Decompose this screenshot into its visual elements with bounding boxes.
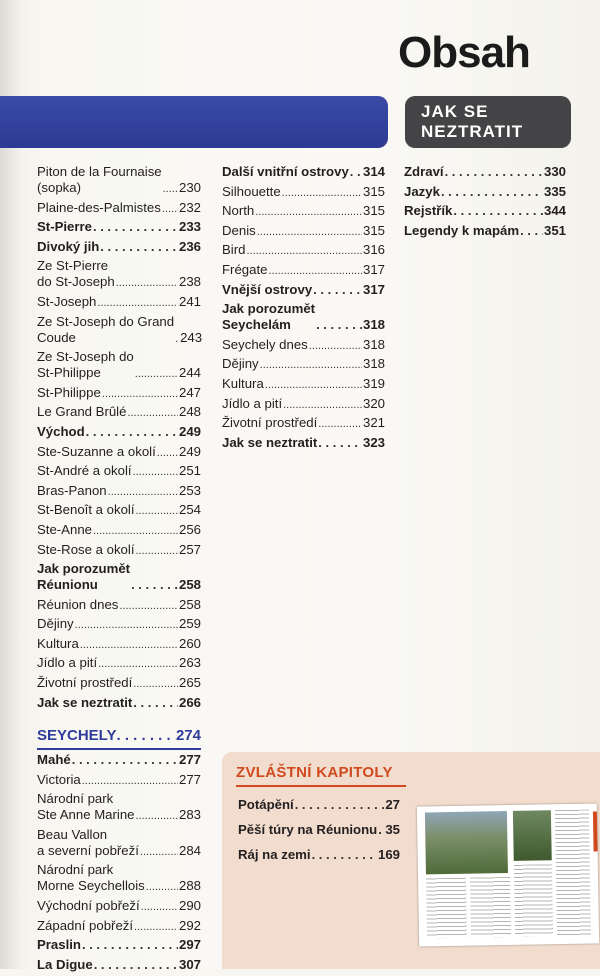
toc-entry-title: Východní pobřeží [37, 897, 140, 913]
toc-entry[interactable] [37, 483, 201, 499]
toc-entry[interactable] [222, 184, 385, 200]
leader-dots [86, 424, 178, 440]
toc-entry[interactable] [37, 937, 201, 953]
toc-entry-page: 288 [178, 878, 201, 894]
toc-entry-title: Seychely dnes [222, 336, 308, 352]
toc-entry-page: 266 [178, 694, 201, 710]
leader-dots [140, 843, 178, 859]
toc-entry-page: 244 [178, 365, 201, 381]
toc-entry-title: North [222, 203, 255, 219]
toc-entry-title: Bird [222, 242, 246, 258]
toc-entry-page: 277 [178, 771, 201, 787]
toc-entry-title: Životní prostředí [222, 415, 318, 431]
toc-entry[interactable] [222, 223, 385, 239]
leader-dots [260, 356, 362, 372]
toc-entry[interactable] [238, 822, 400, 838]
toc-entry[interactable] [37, 200, 201, 216]
toc-entry[interactable] [37, 542, 201, 558]
toc-entry[interactable] [404, 223, 566, 239]
leader-dots [133, 675, 178, 691]
leader-dots [136, 502, 178, 518]
leader-dots [93, 219, 178, 235]
toc-entry[interactable] [238, 797, 400, 813]
leader-dots [312, 847, 377, 863]
seychely-underline [37, 748, 201, 750]
toc-entry[interactable] [222, 415, 385, 431]
toc-entry-title: Silhouette [222, 183, 281, 199]
toc-entry-title: Ste-Anne [37, 521, 92, 537]
toc-entry-title: Národní park Morne Seychellois [37, 862, 145, 894]
toc-entry-page: 230 [178, 180, 201, 195]
toc-entry[interactable] [37, 752, 201, 768]
leader-dots [108, 483, 178, 499]
toc-entry[interactable] [222, 242, 385, 258]
leader-dots [136, 807, 178, 823]
toc-entry-title: Národní park Ste Anne Marine [37, 791, 135, 823]
toc-entry[interactable] [37, 164, 201, 196]
leader-dots [102, 385, 178, 401]
page-title: Obsah [398, 28, 530, 77]
toc-entry-title: Dějiny [222, 356, 259, 372]
leader-dots [520, 223, 543, 239]
toc-entry-page: 256 [178, 521, 201, 537]
leader-dots [119, 597, 178, 613]
toc-entry-title: Ráj na zemi [238, 847, 311, 862]
toc-entry[interactable] [37, 561, 201, 593]
leader-dots [283, 396, 362, 412]
toc-column-3 [404, 164, 566, 242]
leader-dots [255, 203, 362, 219]
toc-entry-title: Kultura [222, 375, 264, 391]
toc-entry-page: 236 [178, 238, 201, 254]
leader-dots [80, 636, 178, 652]
toc-entry[interactable] [37, 898, 201, 914]
toc-entry-title: Le Grand Brûlé [37, 404, 127, 420]
toc-entry-title: Kultura [37, 635, 79, 651]
toc-entry-title: St-Joseph [37, 293, 97, 309]
toc-entry[interactable] [37, 655, 201, 671]
leader-dots [133, 695, 178, 711]
toc-entry-title: Životní prostředí [37, 675, 133, 691]
thumbnail-photo-hikers [425, 811, 508, 874]
toc-entry-page: 249 [178, 443, 201, 459]
toc-entry-title: Praslin [37, 937, 81, 953]
leader-dots [97, 294, 178, 310]
toc-entry-title: Jak se neztratit [222, 434, 318, 450]
toc-entry[interactable] [222, 282, 385, 298]
toc-entry-title: Rejstřík [404, 203, 453, 219]
toc-entry-page: 314 [362, 164, 385, 179]
toc-entry[interactable] [222, 356, 385, 372]
toc-entry-page: 330 [543, 164, 566, 179]
toc-entry-title: Pěší túry na Réunionu [238, 822, 378, 837]
leader-dots [135, 365, 178, 381]
toc-entry-title: Ze St-Joseph do St-Philippe [37, 349, 134, 381]
toc-entry-page: 251 [178, 463, 201, 479]
toc-entry-page: 318 [362, 317, 385, 333]
leader-dots [131, 577, 178, 593]
toc-entry-title: La Digue [37, 956, 93, 972]
toc-entry[interactable] [37, 522, 201, 538]
toc-entry[interactable] [37, 463, 201, 479]
toc-entry-page: 254 [178, 502, 201, 518]
leader-dots [445, 164, 543, 180]
toc-entry[interactable] [222, 262, 385, 278]
toc-entry-title: Vnější ostrovy [222, 281, 313, 297]
toc-entry-page: 318 [362, 356, 385, 372]
toc-entry[interactable] [222, 376, 385, 392]
toc-entry[interactable] [404, 164, 566, 180]
toc-entry-page: 284 [178, 842, 201, 858]
toc-entry[interactable] [37, 636, 201, 652]
toc-entry-title: Dějiny [37, 616, 74, 632]
toc-entry-page: 249 [178, 423, 201, 439]
toc-entry-page: 351 [543, 222, 566, 238]
leader-dots [157, 444, 178, 460]
leader-dots [282, 184, 362, 200]
toc-entry-page: 335 [543, 183, 566, 199]
leader-dots [318, 415, 362, 431]
special-chapters-box [222, 752, 600, 969]
toc-entry[interactable] [37, 294, 201, 310]
toc-entry-page: 232 [178, 199, 201, 215]
toc-entry-page: 243 [180, 329, 203, 345]
special-chapters-heading: ZVLÁŠTNÍ KAPITOLY [236, 764, 393, 781]
toc-entry[interactable] [37, 239, 201, 255]
thumbnail-text-block [514, 864, 553, 937]
toc-entry-page: 247 [178, 384, 201, 400]
toc-entry[interactable] [222, 203, 385, 219]
toc-entry[interactable] [37, 349, 201, 381]
thumbnail-text-block [426, 878, 467, 939]
toc-entry[interactable] [37, 616, 201, 632]
toc-entry[interactable] [37, 695, 201, 711]
leader-dots [136, 542, 178, 558]
toc-entry-page: 317 [362, 281, 385, 297]
thumbnail-text-block [470, 877, 511, 938]
toc-entry[interactable] [37, 219, 201, 235]
leader-dots [453, 203, 543, 219]
leader-dots [98, 655, 178, 671]
leader-dots [116, 274, 178, 290]
toc-entry-title: Legendy k mapám [404, 222, 520, 238]
leader-dots [146, 878, 178, 894]
toc-entry-page: 297 [178, 937, 201, 953]
toc-entry-title: Zdraví [404, 164, 444, 179]
toc-entry[interactable] [37, 258, 201, 290]
toc-entry[interactable] [238, 847, 400, 863]
leader-dots [94, 957, 178, 973]
leader-dots [82, 772, 178, 788]
toc-entry-page: 233 [178, 219, 201, 235]
toc-entry-page: 263 [178, 655, 201, 671]
toc-entry[interactable] [37, 772, 201, 788]
toc-entry[interactable] [404, 184, 566, 200]
toc-entry-title: Piton de la Fournaise (sopka) [37, 164, 162, 195]
toc-entry-page: 258 [178, 577, 201, 593]
toc-entry-title: Jazyk [404, 183, 440, 199]
toc-entry-page: 248 [178, 404, 201, 420]
leader-dots [162, 200, 178, 216]
seychely-page: 274 [175, 727, 201, 744]
toc-entry-page: 257 [178, 541, 201, 557]
toc-entry-page: 307 [178, 956, 201, 972]
toc-entry[interactable] [37, 957, 201, 973]
toc-entry[interactable] [37, 791, 201, 823]
thumbnail-text-block [555, 810, 591, 937]
leader-dots [313, 282, 362, 298]
toc-entry-page: 27 [385, 797, 400, 812]
toc-entry-page: 265 [178, 675, 201, 691]
toc-column-seychely [37, 752, 201, 976]
toc-entry-page: 292 [178, 917, 201, 933]
leader-dots [141, 898, 178, 914]
seychely-label: SEYCHELY [37, 727, 117, 744]
leader-dots [268, 262, 362, 278]
leader-dots [163, 180, 178, 196]
toc-entry[interactable] [222, 337, 385, 353]
toc-entry-title: Bras-Panon [37, 482, 107, 498]
toc-entry-title: Ste-Rose a okolí [37, 541, 135, 557]
section-box-jak-se-neztratit[interactable] [405, 96, 571, 148]
toc-entry-title: Réunion dnes [37, 596, 119, 612]
toc-entry-page: 35 [385, 822, 400, 837]
toc-heading-seychely[interactable] [37, 727, 201, 744]
toc-entry-page: 258 [178, 596, 201, 612]
toc-entry[interactable] [222, 301, 385, 333]
toc-entry-page: 323 [362, 434, 385, 450]
toc-entry-page: 290 [178, 897, 201, 913]
thumbnail-tab-edge [593, 811, 598, 851]
leader-dots [127, 404, 178, 420]
toc-entry-page: 316 [362, 242, 385, 258]
toc-entry-page: 315 [362, 183, 385, 199]
leader-dots [133, 463, 178, 479]
toc-entry-page: 317 [362, 261, 385, 277]
leader-dots [316, 317, 362, 333]
toc-entry-title: Západní pobřeží [37, 917, 134, 933]
toc-entry-title: Východ [37, 423, 85, 439]
sample-spread-thumbnail [417, 803, 599, 946]
toc-entry[interactable] [37, 424, 201, 440]
toc-entry-title: Jídlo a pití [37, 655, 98, 671]
toc-entry-title: Beau Vallon a severní pobřeží [37, 826, 139, 858]
leader-dots [246, 242, 362, 258]
toc-entry-page: 241 [178, 293, 201, 309]
toc-entry[interactable] [222, 164, 385, 180]
toc-entry-title: Další vnitřní ostrovy [222, 164, 349, 179]
leader-dots [350, 164, 362, 180]
toc-entry-title: Divoký jih [37, 238, 100, 254]
toc-column-1 [37, 164, 201, 714]
toc-entry-title: Jak se neztratit [37, 694, 133, 710]
leader-dots [265, 376, 362, 392]
leader-dots [309, 337, 362, 353]
leader-dots [75, 616, 178, 632]
toc-entry-title: Denis [222, 222, 256, 238]
toc-entry-title: Ze St-Pierre do St-Joseph [37, 258, 115, 290]
toc-entry-title: Jídlo a pití [222, 395, 283, 411]
leader-dots [318, 435, 362, 451]
leader-dots [93, 522, 178, 538]
toc-entry[interactable] [37, 404, 201, 420]
toc-entry[interactable] [222, 396, 385, 412]
toc-entry-title: St-Philippe [37, 384, 101, 400]
section-bar-blue [0, 96, 388, 148]
toc-entry[interactable] [37, 675, 201, 691]
toc-entry-title: Jak porozumět Seychelám [222, 301, 316, 333]
toc-entry-title: Victoria [37, 771, 81, 787]
toc-entry-title: Ste-Suzanne a okolí [37, 443, 156, 459]
special-chapters-list [238, 797, 400, 872]
toc-entry[interactable] [37, 862, 201, 894]
leader-dots [378, 822, 384, 838]
leader-dots [257, 223, 362, 239]
toc-entry[interactable] [404, 203, 566, 219]
leader-dots [175, 330, 179, 346]
toc-entry-page: 320 [362, 395, 385, 411]
toc-entry[interactable] [37, 502, 201, 518]
toc-entry-page: 253 [178, 482, 201, 498]
leader-dots [295, 797, 385, 813]
toc-entry[interactable] [37, 444, 201, 460]
toc-entry-page: 321 [362, 415, 385, 431]
special-chapters-underline [236, 785, 406, 787]
toc-entry-page: 344 [543, 203, 566, 219]
toc-entry-page: 283 [178, 807, 201, 823]
leader-dots [441, 184, 543, 200]
toc-entry-title: Plaine-des-Palmistes [37, 199, 161, 215]
leader-dots [72, 752, 178, 768]
thumbnail-photo-landscape [513, 810, 552, 861]
section-box-label: JAK SE NEZTRATIT [421, 102, 524, 141]
toc-entry-page: 315 [362, 203, 385, 219]
toc-entry-title: Ze St-Joseph do Grand Coude [37, 313, 175, 345]
leader-dots [134, 918, 178, 934]
toc-entry-page: 277 [178, 752, 201, 767]
toc-entry-page: 318 [362, 336, 385, 352]
toc-entry-title: Frégate [222, 261, 268, 277]
leader-dots [82, 937, 178, 953]
toc-entry-title: Potápění [238, 797, 294, 812]
toc-entry-page: 260 [178, 635, 201, 651]
toc-entry-page: 169 [377, 847, 400, 862]
toc-entry[interactable] [37, 314, 201, 346]
toc-entry[interactable] [37, 918, 201, 934]
toc-entry-page: 238 [178, 274, 201, 290]
toc-entry-title: Jak porozumět Réunionu [37, 561, 131, 593]
toc-column-2 [222, 164, 385, 454]
toc-entry[interactable] [37, 385, 201, 401]
toc-entry-title: Mahé [37, 752, 71, 767]
toc-entry-page: 319 [362, 375, 385, 391]
leader-dots [100, 239, 178, 255]
toc-entry-title: St-André a okolí [37, 463, 132, 479]
toc-entry[interactable] [222, 435, 385, 451]
toc-entry[interactable] [37, 827, 201, 859]
toc-entry-title: St-Pierre [37, 219, 92, 235]
leader-dots [116, 727, 175, 744]
toc-entry-title: St-Benoît a okolí [37, 502, 135, 518]
toc-entry-page: 259 [178, 616, 201, 632]
toc-entry-page: 315 [362, 222, 385, 238]
toc-entry[interactable] [37, 597, 201, 613]
